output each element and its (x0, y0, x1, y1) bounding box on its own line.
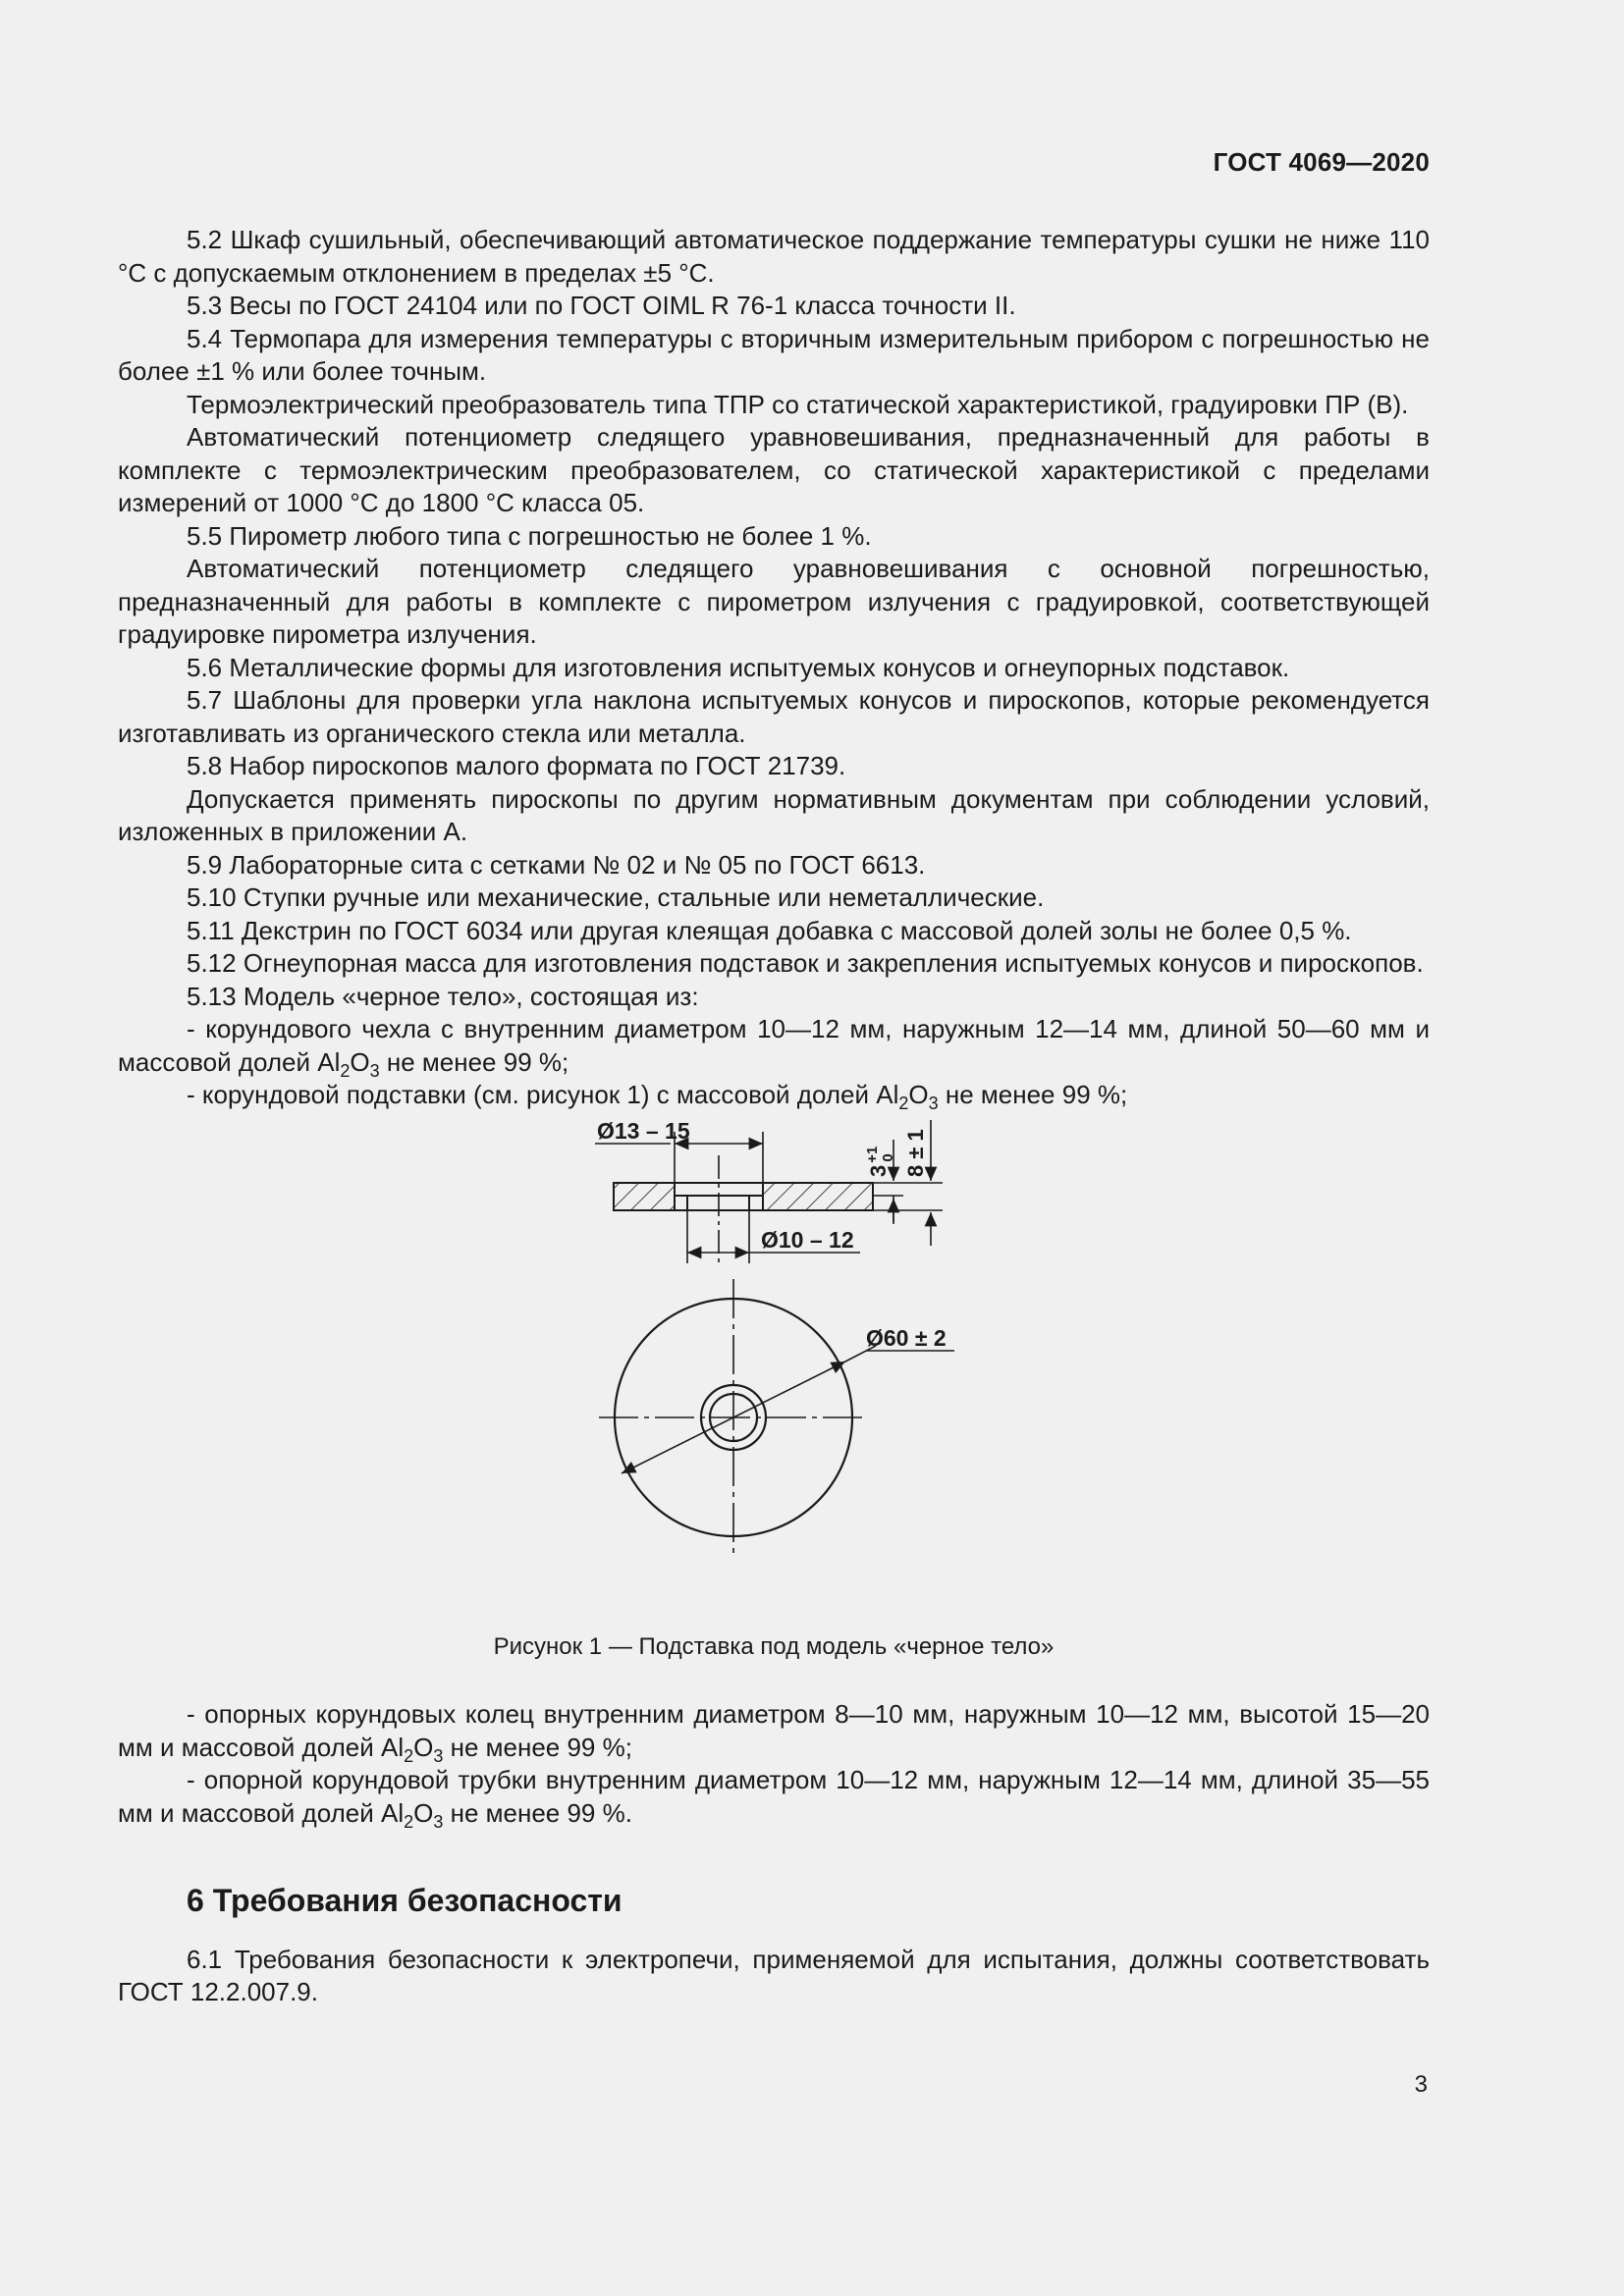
paragraph-5-4-thermo: Термоэлектрический преобразователь типа ТПР со статической характеристикой, градуировки ПР (В). (187, 389, 1409, 419)
paragraph-5-10: 5.10 Ступки ручные или механические, стальные или неметаллические. (187, 882, 1045, 912)
paragraph-5-7: 5.7 Шаблоны для проверки угла наклона испытуемых конусов и пироскопов, которые рекомендуется изготавливать из органического стекла или металла. (118, 685, 1430, 748)
paragraph-5-9: 5.9 Лабораторные сита с сетками № 02 и № 05 по ГОСТ 6613. (187, 849, 926, 880)
document-code: ГОСТ 4069—2020 (1213, 147, 1430, 177)
list-item-case: - корундового чехла с внутренним диаметром 10—12 мм, наружным 12—14 мм, длиной 50—60 мм и массовой долей $Al_2O_3$ не менее 99 %; (118, 1014, 1430, 1081)
paragraph-5-5-potentiometer: Автоматический потенциометр следящего уравновешивания с основной погрешностью, предназначенный для работы в комплекте с пирометром излучения с градуировкой, соответствующей градуировке пирометра излучения. (118, 554, 1430, 649)
paragraph-5-4: 5.4 Термопара для измерения температуры с вторичным измерительным прибором с погрешностью не более ±1 % или более точным. (118, 323, 1430, 386)
list-item-tube: - опорной корундовой трубки внутренним диаметром 10—12 мм, наружным 12—14 мм, длиной 35—55 мм и массовой долей $Al_2O_3$ не менее 99 %. (118, 1765, 1430, 1832)
dim-top-label: Ø13 – 15 (597, 1119, 690, 1144)
list-item-stand: - корундовой подставки (см. рисунок 1) с массовой долей $Al_2O_3$ не менее 99 %; (187, 1080, 1128, 1113)
page-content (118, 224, 1430, 2009)
paragraph-5-6: 5.6 Металлические формы для изготовления испытуемых конусов и огнеупорных подставок. (187, 652, 1290, 682)
list-item-rings: - опорных корундовых колец внутренним диаметром 8—10 мм, наружным 10—12 мм, высотой 15—20 мм и массовой долей $Al_2O_3$ не менее 99 %; (118, 1699, 1430, 1766)
page-number: 3 (1414, 2071, 1428, 2098)
section-6-title: 6 Требования безопасности (187, 1883, 623, 1918)
stand-side-section (614, 1183, 873, 1210)
figure-caption: Рисунок 1 — Подставка под модель «черное тело» (493, 1632, 1055, 1660)
paragraph-5-12: 5.12 Огнеупорная масса для изготовления подставок и закрепления испытуемых конусов и пироскопов. (187, 948, 1424, 978)
dim-bottom-label: Ø10 – 12 (761, 1226, 854, 1253)
dim-outer-label: Ø60 ± 2 (866, 1324, 947, 1351)
paragraph-6-1: 6.1 Требования безопасности к электропечи, применяемой для испытания, должны соответствовать ГОСТ 12.2.007.9. (118, 1944, 1430, 2006)
paragraph-5-3: 5.3 Весы по ГОСТ 24104 или по ГОСТ OIML R 76-1 класса точности II. (187, 291, 1016, 320)
paragraph-5-5: 5.5 Пирометр любого типа с погрешностью не более 1 %. (187, 520, 872, 551)
dim-h1-label: $3^{+1}0$ (864, 1146, 896, 1177)
dim-h2-label: 8 ± 1 (903, 1128, 928, 1177)
stand-top-view (599, 1279, 954, 1557)
paragraph-5-4-potentiometer: Автоматический потенциометр следящего уравновешивания, предназначенный для работы в комплекте с термоэлектрическим преобразователем, со статической характеристикой с пределами измерений от 1000 °С до 1800 °С класса 05. (118, 422, 1430, 517)
paragraph-5-13: 5.13 Модель «черное тело», состоящая из: (187, 981, 699, 1011)
figure-1-drawing (118, 1120, 1430, 1630)
paragraph-5-8: 5.8 Набор пироскопов малого формата по ГОСТ 21739. (187, 751, 846, 780)
paragraph-5-2: 5.2 Шкаф сушильный, обеспечивающий автоматическое поддержание температуры сушки не ниже 110 °С с допускаемым отклонением в пределах ±5 °С. (118, 225, 1430, 288)
paragraph-5-8-note: Допускается применять пироскопы по другим нормативным документам при соблюдении условий, изложенных в приложении А. (118, 783, 1430, 846)
paragraph-5-11: 5.11 Декстрин по ГОСТ 6034 или другая клеящая добавка с массовой долей золы не более 0,5 %. (187, 915, 1352, 945)
